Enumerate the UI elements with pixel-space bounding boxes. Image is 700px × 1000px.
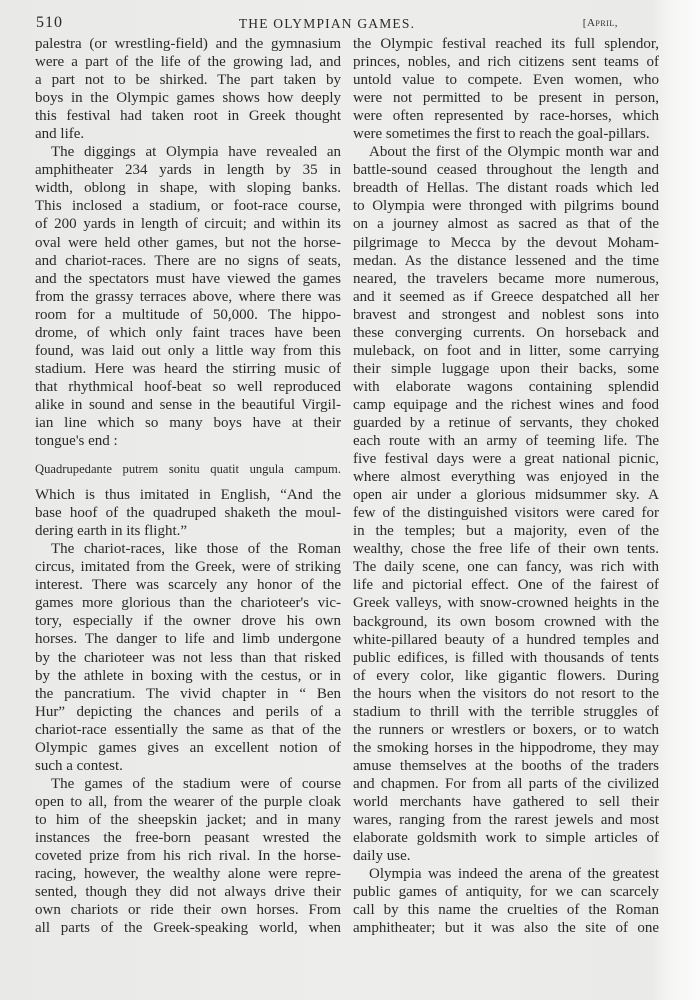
paragraph bbox=[353, 865, 659, 937]
text-line: with elaborate wagons containing splendid bbox=[353, 378, 659, 395]
text-line: drome, of which only faint traces have been bbox=[35, 324, 341, 341]
text-line: camp equipage and the richest wines and food bbox=[353, 396, 659, 413]
text-line: this festival had taken root in Greek thought bbox=[35, 108, 341, 125]
text-line: five festival days were a great national picnic, bbox=[353, 451, 659, 468]
text-line: by the charioteer was not less than that risked bbox=[35, 649, 341, 666]
text-line: pilgrimage to Mecca by the devout Moham- bbox=[353, 234, 659, 251]
text-line: Greek valleys, with snow-crowned heights in the bbox=[353, 595, 659, 612]
running-head bbox=[36, 12, 618, 36]
text-line: room for a multitude of 50,000. The hippo- bbox=[35, 306, 341, 323]
text-line: tory, especially if the owner drove his own bbox=[35, 613, 341, 630]
text-line: from the grassy terraces above, where there was bbox=[35, 288, 341, 305]
text-line: life and pictorial effect. One of the fairest of bbox=[353, 577, 659, 594]
text-line: were not permitted to be present in person, bbox=[353, 90, 659, 107]
text-line: white-pillared beauty of a hundred temples and bbox=[353, 631, 659, 648]
text-line: and chariot-races. There are no signs of seats, bbox=[35, 252, 341, 269]
text-line: base hoof of the quadruped shaketh the moul- bbox=[35, 505, 341, 522]
text-line: of 200 yards in length of circuit; and within its bbox=[35, 216, 341, 233]
text-line: open to all, from the wearer of the purple cloak bbox=[35, 793, 341, 810]
text-line: were often represented by race-horses, which bbox=[353, 108, 659, 125]
text-line: width, oblong in shape, with sloping banks. bbox=[35, 180, 341, 197]
text-line: the runners or wrestlers or boxers, or to watch bbox=[353, 721, 659, 738]
text-line: few of the distinguished visitors were cared for bbox=[353, 505, 659, 522]
text-line: interest. There was scarcely any honor of the bbox=[35, 577, 341, 594]
text-line: these converging currents. On horseback and bbox=[353, 324, 659, 341]
paragraph bbox=[35, 35, 341, 143]
text-line: neared, the travelers became more numerous, bbox=[353, 270, 659, 287]
text-line: chariot-race essentially the same as that of the bbox=[35, 721, 341, 738]
text-line: This inclosed a stadium, or foot-race course, bbox=[35, 198, 341, 215]
paragraph bbox=[353, 143, 659, 865]
text-line: call by this name the cruelties of the Roman bbox=[353, 902, 659, 919]
text-line: all parts of the Greek-speaking world, when bbox=[35, 920, 341, 937]
text-line: in the temples; but a majority, even of the bbox=[353, 523, 659, 540]
text-line: and it seemed as if Greece despatched all her bbox=[353, 288, 659, 305]
paragraph bbox=[35, 540, 341, 775]
paragraph bbox=[353, 35, 659, 143]
right-column bbox=[353, 35, 659, 937]
left-column bbox=[35, 35, 341, 937]
text-line: stadium. Here was heard the stirring music of bbox=[35, 360, 341, 377]
paragraph bbox=[35, 143, 341, 450]
text-line: instances the free-born peasant wrested the bbox=[35, 829, 341, 846]
text-line: a part not to be shirked. The part taken by bbox=[35, 72, 341, 89]
text-line: were sometimes the first to reach the goal-pillars. bbox=[353, 126, 650, 143]
text-line: the Olympic festival reached its full splendor, bbox=[353, 36, 659, 52]
text-line: sented, though they did not always drive their bbox=[35, 884, 341, 901]
text-line: where almost everything was enjoyed in the bbox=[353, 469, 659, 486]
text-line: games more glorious than the charioteer's vic- bbox=[35, 595, 341, 612]
text-line: amphitheater; but it was also the site of one bbox=[353, 920, 659, 937]
text-line: of every color, like gigantic flowers. During bbox=[353, 667, 659, 684]
text-line: The daily scene, one can fancy, was rich with bbox=[353, 559, 659, 576]
text-line: their simple luggage upon their backs, some bbox=[353, 360, 659, 377]
text-line: Which is thus imitated in English, “And the bbox=[35, 487, 341, 504]
text-line: were a part of the life of the growing lad, and bbox=[35, 54, 341, 71]
text-line: palestra (or wrestling-field) and the gymnasium bbox=[35, 36, 341, 52]
text-line: elaborate goldsmith work to simple articles of bbox=[353, 830, 659, 847]
text-line: Hur” depicting the chances and perils of a bbox=[35, 703, 341, 720]
text-line: ian line which so many boys have at their bbox=[35, 414, 341, 431]
text-line: The chariot-races, like those of the Roman bbox=[51, 541, 341, 558]
text-line: the smoking horses in the hippodrome, they may bbox=[353, 739, 659, 756]
text-line: background, its own bosom crowned with the bbox=[353, 613, 659, 630]
text-line: on a journey almost as sacred as that of the bbox=[353, 216, 659, 233]
text-line: tongue's end : bbox=[35, 433, 118, 450]
text-line: such a contest. bbox=[35, 757, 123, 774]
text-line: racing, however, the wealthy alone were repre- bbox=[35, 866, 341, 883]
text-line: bravest and strongest and noblest sons into bbox=[353, 306, 659, 323]
text-line: horses. The danger to life and limb undergone bbox=[35, 631, 341, 648]
text-line: coveted prize from his rich rival. In the horse- bbox=[35, 848, 341, 865]
text-line: daily use. bbox=[353, 848, 411, 865]
text-line: wealthy, chose the free life of their own tents. bbox=[353, 541, 659, 558]
text-line: public games of antiquity, for we can scarcely bbox=[353, 884, 659, 901]
text-line: princes, nobles, and rich citizens sent teams of bbox=[353, 54, 659, 71]
text-line: world merchants have gathered to sell their bbox=[353, 793, 659, 810]
text-line: circus, imitated from the Greek, were of striking bbox=[35, 559, 341, 576]
text-line: the hours when the visitors do not resort to the bbox=[353, 685, 659, 702]
running-title: THE OLYMPIAN GAMES. bbox=[238, 16, 416, 31]
text-line: wares, ranging from the rarest jewels and most bbox=[353, 812, 659, 829]
text-line: oval were held other games, but not the horse- bbox=[35, 234, 341, 251]
text-line: and life. bbox=[35, 126, 85, 143]
page-number: 510 bbox=[36, 14, 63, 31]
text-line: to Olympia were thronged with pilgrims bound bbox=[353, 198, 659, 215]
text-line: and the spectators must have viewed the games bbox=[35, 270, 341, 287]
text-line: The diggings at Olympia have revealed an bbox=[51, 144, 341, 161]
text-line: stadium to thrill with the terrible struggles of bbox=[353, 703, 659, 720]
text-line: amphitheater 234 yards in length by 35 in bbox=[35, 162, 341, 179]
text-line: guarded by a retinue of servants, they choked bbox=[353, 414, 659, 431]
text-line: that rhythmical hoof-beat so well reproduced bbox=[35, 378, 341, 395]
text-line: breadth of Hellas. The distant roads which led bbox=[353, 180, 659, 197]
text-line: The games of the stadium were of course bbox=[51, 775, 341, 792]
text-line: open air under a glorious midsummer sky. A bbox=[353, 487, 659, 504]
text-line: alike in sound and sense in the beautiful Virgil- bbox=[35, 396, 341, 413]
text-line: and chapmen. For from all parts of the civilized bbox=[353, 775, 659, 792]
text-line: own chariots or ride their own horses. From bbox=[35, 902, 341, 919]
text-line: boys in the Olympic games shows how deeply bbox=[35, 90, 341, 107]
text-line: to him of the sheepskin jacket; and in many bbox=[35, 811, 341, 828]
text-line: found, was laid out only a little way from this bbox=[35, 342, 341, 359]
paragraph bbox=[35, 775, 341, 937]
text-line: About the first of the Olympic month war and bbox=[369, 144, 659, 161]
text-line: dering earth in its flight.” bbox=[35, 523, 188, 540]
text-line: public edifices, is filled with thousands of tents bbox=[353, 649, 659, 666]
text-line: amuse themselves at the booths of the traders bbox=[353, 757, 659, 774]
paragraph bbox=[35, 486, 341, 540]
text-line: muleback, on foot and in litter, some carrying bbox=[353, 342, 659, 359]
text-line: Olympia was indeed the arena of the greatest bbox=[369, 866, 659, 883]
text-line: battle-sound ceased throughout the length and bbox=[353, 162, 659, 179]
running-month: [April, bbox=[582, 17, 618, 29]
text-line: by the athlete in boxing with the cestus, or in bbox=[35, 667, 341, 684]
latin-quotation: Quadrupedante putrem sonitu quatit ungula campum. bbox=[35, 462, 341, 477]
text-line: the pancratium. The vivid chapter in “ Ben bbox=[35, 685, 341, 702]
text-line: medan. As the distance lessened and the time bbox=[353, 252, 659, 269]
text-line: each route with an army of teeming life. The bbox=[353, 433, 659, 450]
text-line: Olympic games gives an excellent notion of bbox=[35, 739, 341, 756]
text-line: untold value to compete. Even women, who bbox=[353, 72, 659, 89]
